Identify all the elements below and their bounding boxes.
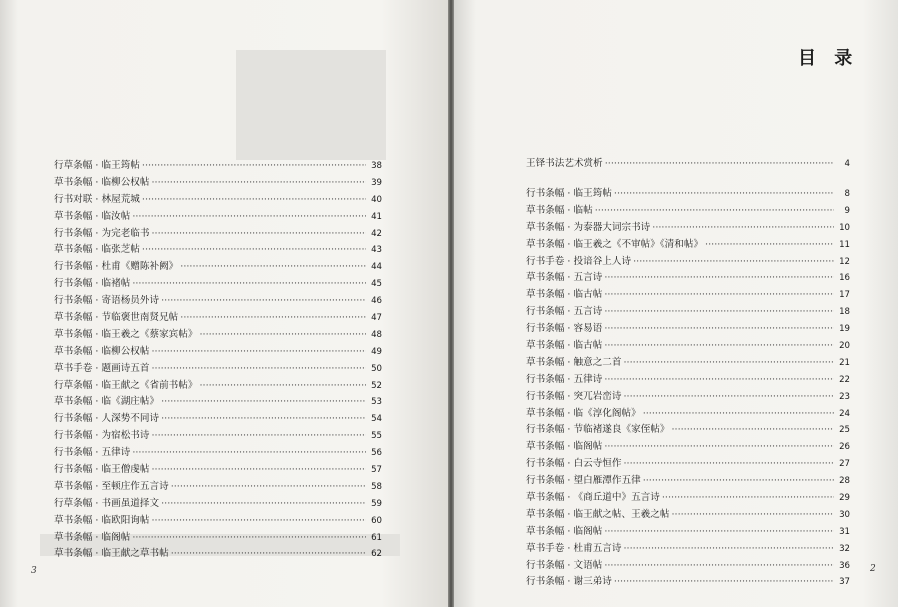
leader-dots [152, 363, 367, 374]
toc-entry[interactable] [54, 157, 382, 174]
toc-entry-title: 行书对联 · 林屋荒城 [54, 193, 140, 205]
toc-entry[interactable] [526, 337, 850, 354]
toc-entry[interactable] [526, 421, 850, 438]
leader-dots [142, 194, 366, 205]
toc-entry-title: 草书条幅 · 临柳公权帖 [54, 176, 150, 188]
show-through-image [236, 50, 386, 160]
toc-entry-page: 32 [839, 543, 850, 554]
toc-entry-page: 42 [371, 228, 382, 239]
toc-entry[interactable] [526, 573, 850, 590]
toc-entry[interactable] [54, 393, 382, 410]
toc-entry-page: 59 [371, 498, 382, 509]
toc-entry-page: 56 [371, 448, 382, 459]
toc-entry-page: 8 [844, 189, 850, 199]
toc-entry-page: 38 [371, 161, 382, 171]
toc-entry[interactable] [526, 489, 850, 506]
leader-dots [671, 509, 834, 520]
toc-entry[interactable] [526, 523, 850, 540]
leader-dots [624, 458, 835, 469]
toc-entry-title: 行书条幅 · 谢三弟诗 [526, 576, 612, 588]
toc-entry-page: 43 [371, 245, 382, 256]
leader-dots [652, 222, 834, 233]
toc-entry-title: 草书条幅 · 临阁帖 [54, 531, 131, 543]
leader-dots [604, 441, 834, 452]
leader-dots [180, 261, 366, 272]
toc-entry-title: 王铎书法艺术赏析 [526, 158, 603, 169]
toc-entry[interactable] [54, 208, 382, 225]
leader-dots [604, 306, 834, 317]
toc-entry-page: 44 [371, 262, 382, 273]
toc-entry-title: 行书条幅 · 望白雁潭作五律 [526, 475, 641, 487]
toc-entry-title: 行书条幅 · 节临褚遂良《家侄帖》 [526, 424, 670, 436]
toc-entry-page: 16 [839, 273, 850, 284]
leader-dots [152, 430, 367, 441]
toc-entry-title: 草书手卷 · 杜甫五言诗 [526, 542, 622, 554]
toc-entry[interactable] [54, 343, 382, 360]
toc-entry-page: 58 [371, 481, 382, 492]
toc-entry-page: 12 [839, 256, 850, 267]
toc-entry-page: 10 [839, 222, 850, 233]
leader-dots [152, 177, 367, 188]
toc-entry-title: 行书条幅 · 突兀岩峦诗 [526, 390, 622, 402]
toc-entry[interactable] [54, 377, 382, 394]
toc-entry[interactable] [54, 545, 382, 562]
toc-entry[interactable] [54, 410, 382, 427]
leader-dots [604, 289, 834, 300]
toc-entry[interactable] [54, 529, 382, 546]
toc-entry[interactable] [526, 236, 850, 253]
toc-entry-page: 11 [839, 239, 850, 250]
toc-entry-title: 行书手卷 · 投谙谷上人诗 [526, 255, 632, 267]
toc-entry-title: 草书条幅 · 触意之二首 [526, 356, 622, 368]
toc-entry-title: 行书条幅 · 为完老临书 [54, 227, 150, 239]
toc-entry[interactable] [526, 371, 850, 388]
toc-heading: 目 录 [798, 48, 859, 69]
toc-entry[interactable] [526, 354, 850, 371]
toc-entry-page: 30 [839, 509, 850, 520]
toc-entry-page: 47 [371, 313, 382, 324]
toc-entry-page: 57 [371, 465, 382, 476]
leader-dots [705, 239, 834, 250]
toc-entry[interactable] [54, 309, 382, 326]
leader-dots [132, 532, 366, 543]
toc-entry-title: 草书条幅 · 临《湖庄帖》 [54, 396, 160, 408]
toc-entry-title: 草书条幅 · 临《淳化阁帖》 [526, 407, 641, 419]
toc-entry[interactable] [54, 275, 382, 292]
toc-entry-title: 草书条幅 · 五言诗 [526, 272, 603, 284]
toc-entry-page: 29 [839, 493, 850, 504]
toc-entry[interactable] [526, 303, 850, 320]
leader-dots [152, 228, 367, 239]
toc-entry[interactable] [54, 360, 382, 377]
leader-dots [161, 498, 366, 509]
toc-entry-title: 行书条幅 · 容易语 [526, 323, 603, 335]
toc-entry[interactable] [54, 461, 382, 478]
right-toc-intro [526, 155, 850, 172]
toc-entry-page: 62 [371, 549, 382, 560]
toc-entry-page: 36 [839, 560, 850, 571]
toc-entry-page: 52 [371, 380, 382, 391]
leader-dots [624, 543, 835, 554]
toc-entry-page: 28 [839, 476, 850, 487]
toc-entry[interactable] [54, 174, 382, 191]
toc-entry-title: 行书条幅 · 为宿松书诗 [54, 430, 150, 442]
toc-entry-page: 37 [839, 577, 850, 588]
leader-dots [614, 576, 834, 587]
toc-entry[interactable] [54, 225, 382, 242]
toc-entry-page: 55 [371, 431, 382, 442]
toc-entry[interactable] [54, 478, 382, 495]
leader-dots [132, 447, 366, 458]
leader-dots [161, 295, 366, 306]
leader-dots [604, 374, 834, 385]
toc-entry[interactable] [526, 286, 850, 303]
leader-dots [604, 340, 834, 351]
toc-entry-page: 27 [839, 459, 850, 470]
toc-entry-title: 草书条幅 · 临柳公权帖 [54, 345, 150, 357]
toc-entry-page: 54 [371, 414, 382, 425]
leader-dots [161, 396, 366, 407]
toc-entry-page: 61 [371, 532, 382, 543]
leader-dots [604, 323, 834, 334]
toc-entry-title: 行书条幅 · 白云寺恒作 [526, 458, 622, 470]
leader-dots [152, 515, 367, 526]
toc-entry-page: 18 [839, 307, 850, 318]
toc-entry-title: 草书条幅 · 临古帖 [526, 289, 603, 301]
leader-dots [633, 256, 834, 267]
leader-dots [132, 278, 366, 289]
leader-dots [142, 160, 366, 171]
toc-entry-page: 25 [839, 425, 850, 436]
toc-entry-title: 草书手卷 · 题画诗五首 [54, 362, 150, 374]
toc-entry-title: 草书条幅 · 临王羲之《不审帖》《清和帖》 [526, 238, 704, 250]
leader-dots [643, 475, 834, 486]
leader-dots [605, 158, 834, 169]
leader-dots [595, 205, 834, 216]
leader-dots [604, 560, 834, 571]
toc-entry-title: 草书条幅 · 临王羲之《蔡家宾帖》 [54, 328, 198, 340]
toc-entry-title: 行草条幅 · 书画虽道择文 [54, 497, 160, 509]
toc-entry-page: 17 [839, 290, 850, 301]
left-toc-list [54, 157, 382, 562]
toc-entry[interactable] [526, 405, 850, 422]
toc-entry[interactable] [54, 241, 382, 258]
toc-entry[interactable] [54, 292, 382, 309]
toc-entry-page: 46 [371, 296, 382, 307]
toc-entry-title: 行草条幅 · 临王筠帖 [54, 160, 140, 171]
leader-dots [199, 380, 366, 391]
toc-entry-title: 草书条幅 · 至顿庄作五言诗 [54, 480, 169, 492]
leader-dots [152, 346, 367, 357]
toc-entry-title: 草书条幅 · 临欧阳询帖 [54, 514, 150, 526]
right-toc-list [526, 185, 850, 590]
leader-dots [132, 211, 366, 222]
leader-dots [142, 244, 366, 255]
toc-entry[interactable] [526, 472, 850, 489]
toc-entry-title: 行书条幅 · 寄语杨员外诗 [54, 295, 160, 307]
toc-entry-title: 草书条幅 · 临王献之帖、王羲之帖 [526, 508, 670, 520]
toc-entry[interactable] [526, 202, 850, 219]
toc-entry[interactable] [54, 444, 382, 461]
toc-entry[interactable] [526, 388, 850, 405]
toc-entry-page: 41 [371, 211, 382, 222]
toc-entry[interactable] [526, 253, 850, 270]
leader-dots [171, 548, 366, 559]
toc-entry[interactable] [526, 185, 850, 202]
toc-entry-page: 22 [839, 374, 850, 385]
toc-entry-page: 45 [371, 279, 382, 290]
toc-entry-title: 行书条幅 · 五律诗 [526, 373, 603, 385]
leader-dots [152, 464, 367, 475]
toc-entry-page: 19 [839, 324, 850, 335]
leader-dots [643, 408, 834, 419]
toc-entry-title: 草书条幅 · 节临褒世南贤兄帖 [54, 312, 179, 324]
leader-dots [614, 188, 834, 199]
toc-entry-page: 49 [371, 346, 382, 357]
toc-entry[interactable] [54, 512, 382, 529]
toc-entry-title: 行书条幅 · 临王筠帖 [526, 188, 612, 199]
toc-entry-page: 4 [844, 159, 850, 169]
right-page-number: 2 [870, 564, 876, 574]
toc-entry-page: 31 [839, 526, 850, 537]
toc-entry-title: 行书条幅 · 人深势不同诗 [54, 413, 160, 425]
leader-dots [161, 413, 366, 424]
leader-dots [671, 424, 834, 435]
toc-entry[interactable] [54, 191, 382, 208]
leader-dots [624, 391, 835, 402]
leader-dots [199, 329, 366, 340]
toc-entry-title: 草书条幅 · 临阁帖 [526, 441, 603, 453]
toc-entry[interactable] [526, 320, 850, 337]
toc-entry-title: 草书条幅 · 临王献之草书帖 [54, 548, 169, 560]
toc-entry-title: 草书条幅 · 临古帖 [526, 340, 603, 352]
toc-entry-title: 行草条幅 · 临王献之《省前书帖》 [54, 379, 198, 391]
toc-entry-page: 40 [371, 194, 382, 205]
toc-entry-title: 草书条幅 · 临汝帖 [54, 210, 131, 222]
toc-entry-title: 草书条幅 · 《商丘道中》五言诗 [526, 492, 660, 504]
toc-entry-title: 行书条幅 · 临褚帖 [54, 278, 131, 290]
toc-entry[interactable] [526, 540, 850, 557]
toc-entry[interactable] [526, 269, 850, 286]
toc-entry[interactable] [526, 438, 850, 455]
leader-dots [171, 481, 366, 492]
toc-entry-title: 草书条幅 · 为泰器大词宗书诗 [526, 221, 651, 233]
toc-entry-title: 草书条幅 · 临帖 [526, 204, 593, 216]
toc-entry[interactable] [54, 495, 382, 512]
toc-entry[interactable] [54, 427, 382, 444]
toc-entry-title: 行书条幅 · 杜甫《赠陈补阙》 [54, 261, 179, 273]
toc-entry-page: 39 [371, 177, 382, 188]
toc-entry-page: 26 [839, 442, 850, 453]
toc-entry-title: 草书条幅 · 临阁帖 [526, 525, 603, 537]
toc-entry-title: 草书条幅 · 临张芝帖 [54, 244, 140, 256]
toc-entry-page: 60 [371, 515, 382, 526]
toc-entry-page: 48 [371, 329, 382, 340]
toc-entry-page: 23 [839, 391, 850, 402]
toc-entry[interactable] [54, 326, 382, 343]
toc-entry[interactable] [526, 506, 850, 523]
toc-entry[interactable] [526, 557, 850, 574]
left-page-number: 3 [31, 566, 37, 576]
toc-entry-page: 21 [839, 357, 850, 368]
toc-entry-title: 行书条幅 · 临王僧虔帖 [54, 464, 150, 476]
toc-entry-page: 53 [371, 397, 382, 408]
toc-entry-page: 50 [371, 363, 382, 374]
leader-dots [624, 357, 835, 368]
leader-dots [662, 492, 834, 503]
toc-entry-title: 行书条幅 · 文语帖 [526, 559, 603, 571]
leader-dots [180, 312, 366, 323]
toc-entry[interactable] [526, 455, 850, 472]
toc-entry-title: 行书条幅 · 五言诗 [526, 306, 603, 318]
toc-entry-page: 20 [839, 341, 850, 352]
leader-dots [604, 526, 834, 537]
toc-entry[interactable] [526, 219, 850, 236]
toc-entry[interactable] [54, 258, 382, 275]
leader-dots [604, 272, 834, 283]
toc-entry-page: 9 [844, 205, 850, 216]
toc-entry-title: 行书条幅 · 五律诗 [54, 447, 131, 459]
toc-entry-intro[interactable] [526, 155, 850, 172]
toc-entry-page: 24 [839, 408, 850, 419]
